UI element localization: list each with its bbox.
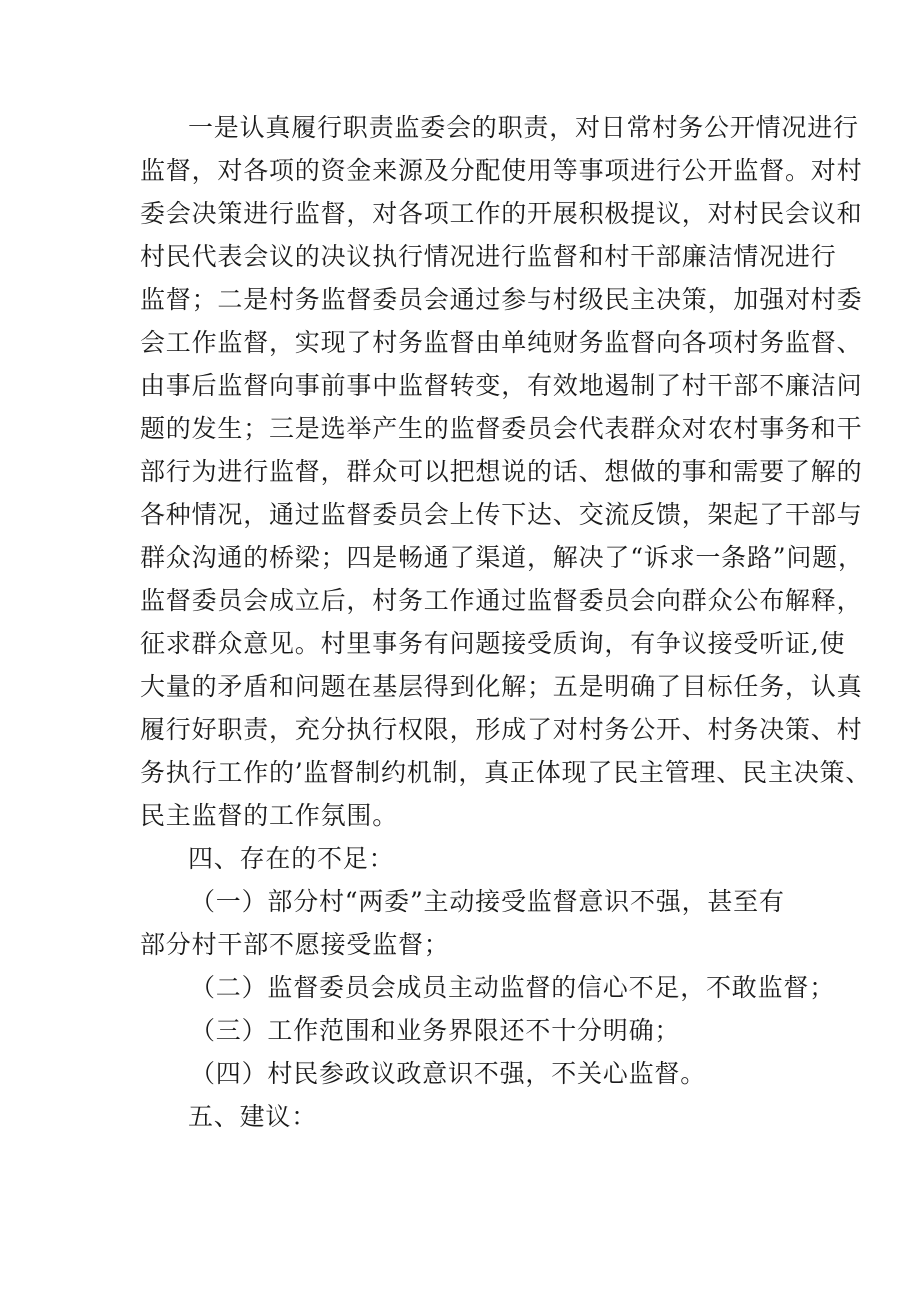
paragraph-line: 村民代表会议的决议执行情况进行监督和村干部廉洁情况进行 [140, 242, 837, 271]
paragraph-line: 监督委员会成立后，村务工作通过监督委员会向群众公布解释， [140, 586, 863, 615]
list-item: （二）监督委员会成员主动监督的信心不足，不敢监督； [190, 973, 836, 1002]
paragraph-line: 部行为进行监督，群众可以把想说的话、想做的事和需要了解的 [140, 457, 863, 486]
paragraph-line: 会工作监督，实现了村务监督由单纯财务监督向各项村务监督、 [140, 328, 863, 357]
paragraph-line: 题的发生；三是选举产生的监督委员会代表群众对农村事务和干 [140, 414, 863, 443]
paragraph-line: 由事后监督向事前事中监督转变，有效地遏制了村干部不廉洁问 [140, 371, 863, 400]
section-heading-shortcomings: 四、存在的不足： [188, 844, 395, 873]
list-item: （三）工作范围和业务界限还不十分明确； [190, 1016, 681, 1045]
list-item: （一）部分村“两委”主动接受监督意识不强，甚至有 [190, 887, 785, 916]
list-item-continuation: 部分村干部不愿接受监督； [140, 930, 450, 959]
paragraph-line: 征求群众意见。村里事务有问题接受质询，有争议接受听证,使 [140, 629, 846, 658]
paragraph-line: 一是认真履行职责监委会的职责，对日常村务公开情况进行 [188, 113, 859, 142]
paragraph-line: 监督；二是村务监督委员会通过参与村级民主决策，加强对村委 [140, 285, 863, 314]
section-heading-suggestions: 五、建议： [188, 1102, 318, 1131]
paragraph-line: 各种情况，通过监督委员会上传下达、交流反馈，架起了干部与 [140, 500, 863, 529]
paragraph-line: 大量的矛盾和问题在基层得到化解；五是明确了目标任务，认真 [140, 672, 863, 701]
paragraph-line: 务执行工作的’监督制约机制，真正体现了民主管理、民主决策、 [140, 758, 872, 787]
paragraph-line: 群众沟通的桥梁；四是畅通了渠道，解决了“诉求一条路”问题， [140, 543, 864, 572]
paragraph-line: 委会决策进行监督，对各项工作的开展积极提议，对村民会议和 [140, 199, 863, 228]
paragraph-line: 履行好职责，充分执行权限，形成了对村务公开、村务决策、村 [140, 715, 863, 744]
paragraph-line: 监督，对各项的资金来源及分配使用等事项进行公开监督。对村 [140, 156, 863, 185]
list-item: （四）村民参政议政意识不强，不关心监督。 [190, 1059, 707, 1088]
paragraph-line: 民主监督的工作氛围。 [140, 801, 399, 830]
